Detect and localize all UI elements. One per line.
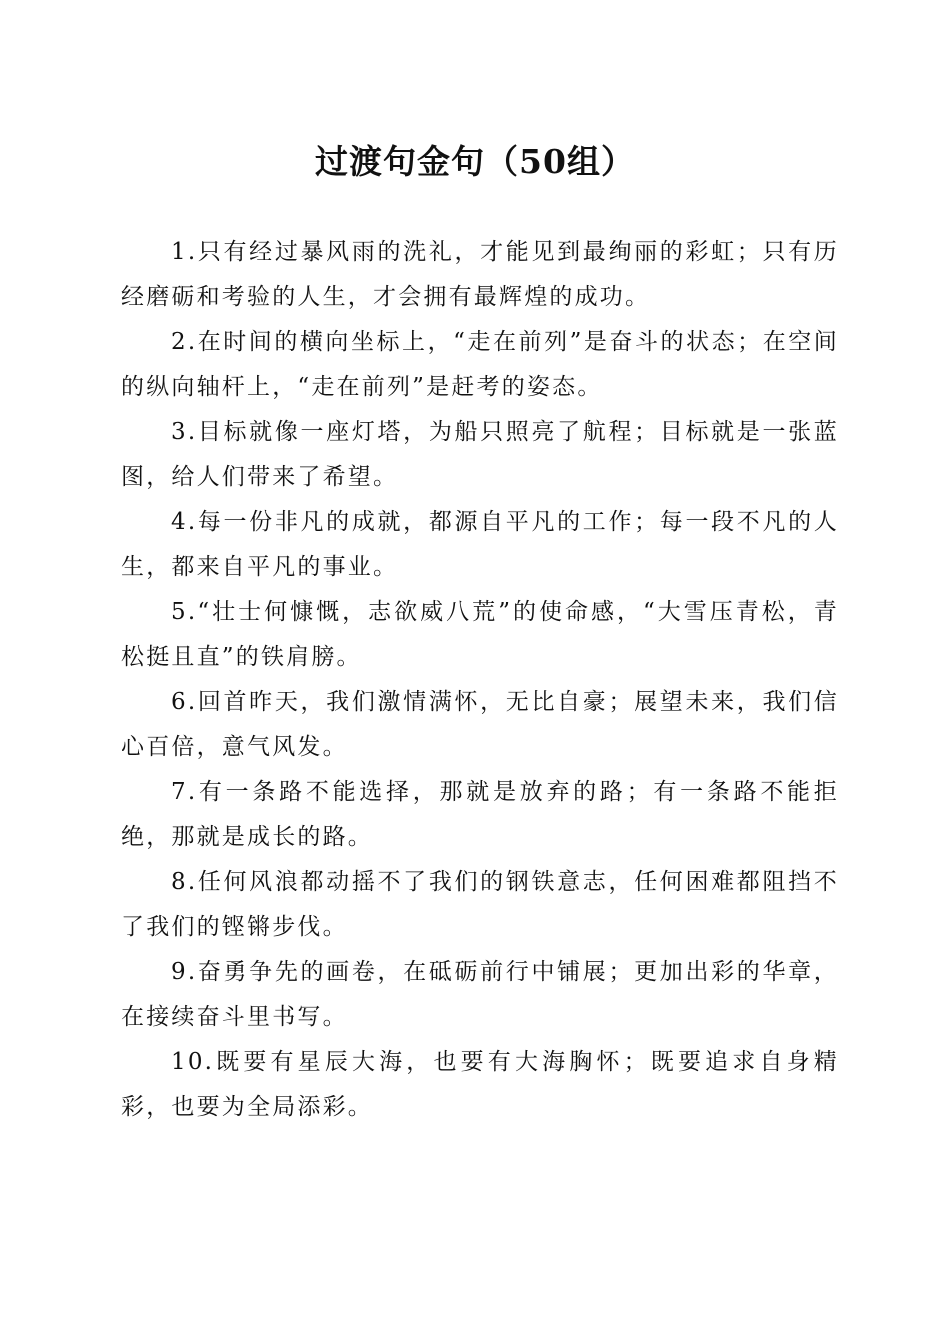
list-item [121, 590, 839, 680]
item-text: 只有经过暴风雨的洗礼，才能见到最绚丽的彩虹；只有历经磨砺和考验的人生，才会拥有最辉煌的成功。 [121, 239, 839, 310]
item-number: 5. [171, 599, 198, 625]
item-number: 6. [171, 689, 198, 715]
list-item [121, 770, 839, 860]
document-body [121, 230, 839, 1130]
item-text: 目标就像一座灯塔，为船只照亮了航程；目标就是一张蓝图，给人们带来了希望。 [121, 419, 839, 490]
list-item [121, 230, 839, 320]
item-text: 回首昨天，我们激情满怀，无比自豪；展望未来，我们信心百倍，意气风发。 [121, 689, 839, 760]
item-text: 有一条路不能选择，那就是放弃的路；有一条路不能拒绝，那就是成长的路。 [121, 779, 839, 850]
list-item [121, 1040, 839, 1130]
item-text: 在时间的横向坐标上，“走在前列”是奋斗的状态；在空间的纵向轴杆上，“走在前列”是赶考的姿态。 [121, 329, 839, 400]
list-item [121, 860, 839, 950]
item-number: 3. [171, 419, 198, 445]
item-text: 任何风浪都动摇不了我们的钢铁意志，任何困难都阻挡不了我们的铿锵步伐。 [121, 869, 839, 940]
item-text: 既要有星辰大海，也要有大海胸怀；既要追求自身精彩，也要为全局添彩。 [121, 1049, 839, 1120]
document-title: 过渡句金句（50组） [315, 142, 635, 181]
item-number: 8. [171, 869, 198, 895]
list-item [121, 500, 839, 590]
list-item [121, 680, 839, 770]
item-number: 1. [171, 239, 198, 265]
item-text: 每一份非凡的成就，都源自平凡的工作；每一段不凡的人生，都来自平凡的事业。 [121, 509, 839, 580]
item-number: 9. [171, 959, 198, 985]
item-text: “壮士何慷慨，志欲威八荒”的使命感，“大雪压青松，青松挺且直”的铁肩膀。 [121, 599, 839, 670]
list-item [121, 410, 839, 500]
item-number: 7. [171, 779, 198, 805]
item-number: 10. [171, 1049, 215, 1075]
list-item [121, 950, 839, 1040]
list-item [121, 320, 839, 410]
item-number: 4. [171, 509, 198, 535]
item-text: 奋勇争先的画卷，在砥砺前行中铺展；更加出彩的华章，在接续奋斗里书写。 [121, 959, 839, 1030]
item-number: 2. [171, 329, 198, 355]
